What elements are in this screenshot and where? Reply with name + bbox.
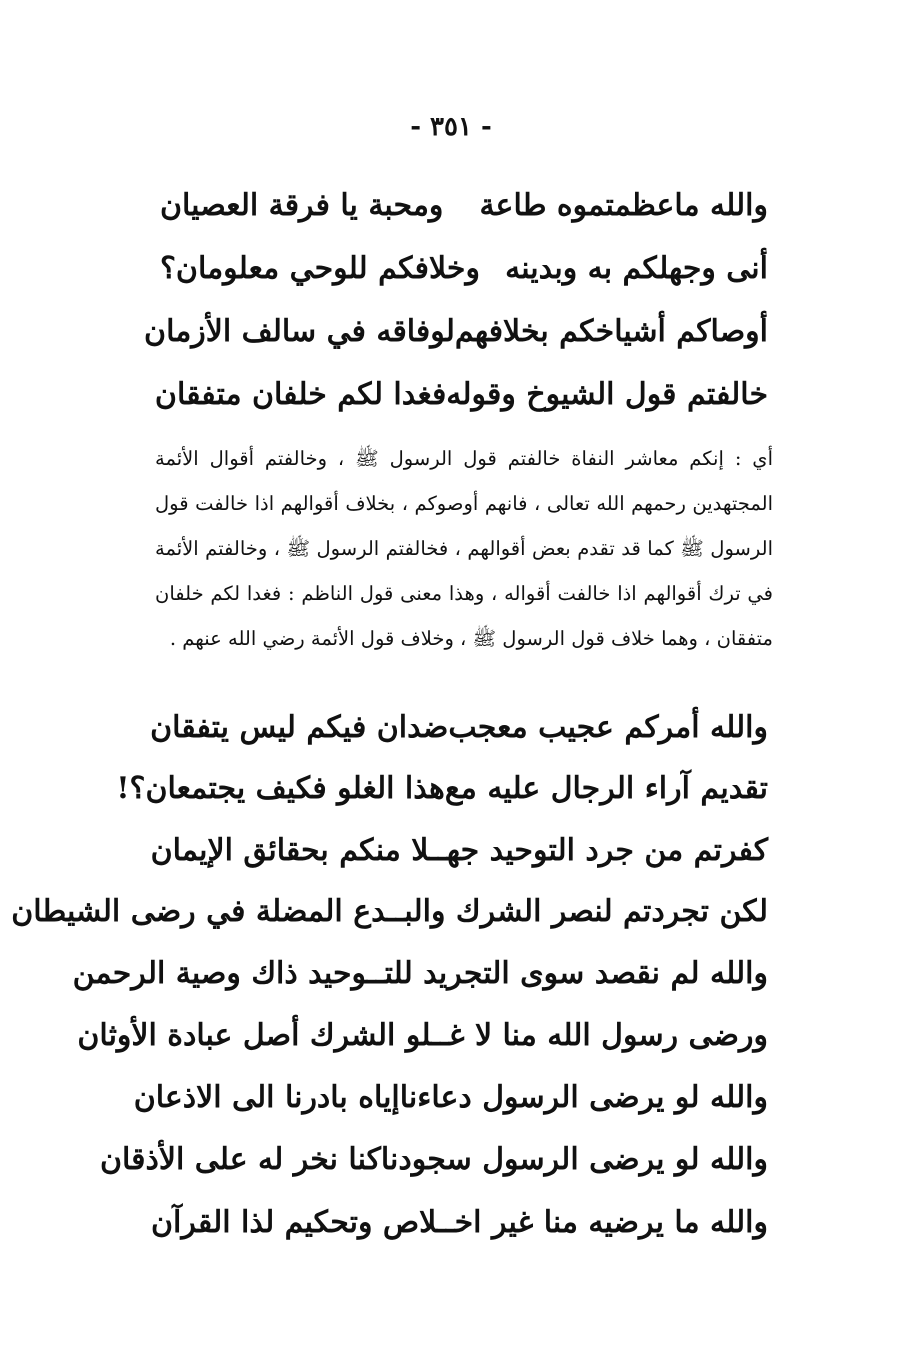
verse-first-hemistich: تقديم آراء الرجال عليه مع [444,771,768,806]
verse-second-hemistich: ضدان فيكم ليس يتفقان [150,710,449,745]
verse-second-hemistich: ـلو الشرك أصل عبادة الأوثان [77,1018,441,1053]
verse-line [150,702,768,754]
verse-first-hemistich: ورضى رسول الله منا لا غـ [440,1018,768,1053]
verse-first-hemistich: والله ما يرضيه منا غير اخـ [445,1205,768,1240]
verse-first-hemistich: والله ماعظمتموه طاعة [479,188,768,223]
verse-second-hemistich: كنا نخر له على الأذقان [100,1142,381,1177]
verse-second-hemistich: فغدا لكم خلفان متفقان [154,377,447,412]
verse-line [100,1134,768,1186]
verse-first-hemistich: لكن تجردتم لنصر الشرك والبـ [395,894,768,929]
verse-second-hemistich: إياه بادرنا الى الاذعان [133,1080,400,1115]
verse-second-hemistich: ومحبة يا فرقة العصيان [160,188,444,223]
verse-line [160,180,768,232]
verse-second-hemistich: هذا الغلو فكيف يجتمعان؟! [116,771,445,806]
commentary-text: أي : إنكم معاشر النفاة خالفتم قول الرسول ﷺ ، وخالفتم أقوال الأئمة المجتهدين رحمهم الله تعالى ، فانهم أوصوكم ، بخلاف أقوالهم اذا خالفت قول الرسول ﷺ كما قد تقدم بعض أقوالهم ، فخالفتم الرسول ﷺ ، وخالفتم الأئمة في ترك أقوالهم اذا خالفت أقواله ، وهذا معنى قول الناظم : فغدا لكم خلفان متفقان ، وهما خلاف قول الرسول ﷺ ، وخلاف قول الأئمة رضي الله عنهم . [155,447,773,650]
verse-line [133,1072,768,1124]
verse-line [116,763,768,815]
verse-line [154,369,768,421]
verse-first-hemistich: كفرتم من جرد التوحيد جهـ [438,833,768,868]
verse-line [160,243,768,295]
verse-first-hemistich: والله لو يرضى الرسول سجودنا [380,1142,768,1177]
verse-first-hemistich: خالفتم قول الشيوخ وقوله [446,377,768,412]
verse-second-hemistich: ـلاص وتحكيم لذا القرآن [150,1205,446,1240]
verse-first-hemistich: والله لم نقصد سوى التجريد للتـ [375,956,768,991]
verse-first-hemistich: والله أمركم عجيب معجب [448,710,768,745]
commentary-paragraph [155,436,773,661]
verse-line [77,1010,768,1062]
verse-first-hemistich: والله لو يرضى الرسول دعاءنا [399,1080,768,1115]
verse-first-hemistich: أوصاكم أشياخكم بخلافهم [454,314,768,349]
verse-second-hemistich: لوفاقه في سالف الأزمان [144,314,455,349]
verse-line [150,825,768,877]
verse-line [11,886,768,938]
verse-second-hemistich: وخلافكم للوحي معلومان؟ [160,251,480,286]
verse-second-hemistich: ـوحيد ذاك وصية الرحمن [72,956,376,991]
verse-line [144,306,768,358]
verse-line [72,948,768,1000]
verse-second-hemistich: ـدع المضلة في رضى الشيطان [11,894,396,929]
verse-second-hemistich: ـلا منكم بحقائق الإيمان [150,833,438,868]
page-number: - ٣٥١ - [410,112,492,142]
verse-first-hemistich: أنى وجهلكم به وبدينه [505,251,768,286]
verse-line [150,1197,768,1249]
